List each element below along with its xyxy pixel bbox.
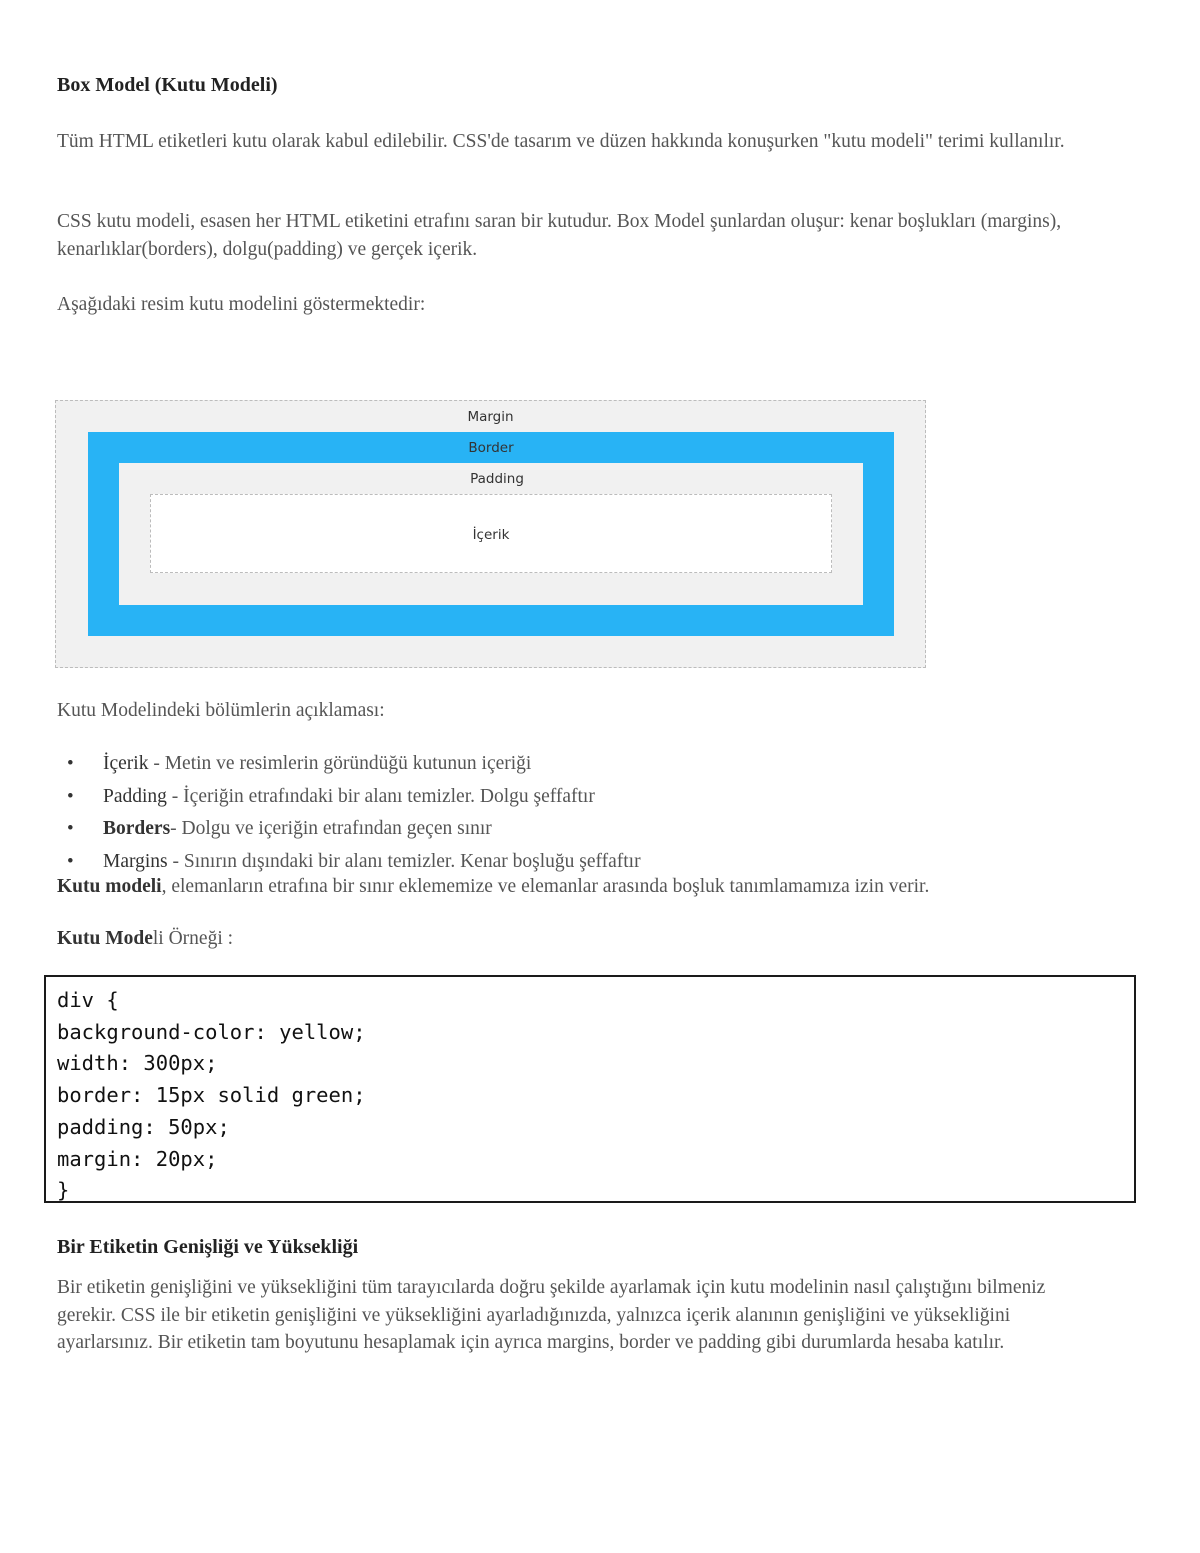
list-item bbox=[57, 750, 641, 783]
padding-area bbox=[119, 463, 863, 605]
page-title: Box Model (Kutu Modeli) bbox=[57, 74, 278, 96]
code-line: padding: 50px; bbox=[57, 1114, 230, 1139]
example-title-rest: li Örneği : bbox=[152, 928, 234, 949]
part-desc: - Metin ve resimlerin göründüğü kutunun içeriği bbox=[148, 753, 532, 774]
code-line: background-color: yellow; bbox=[57, 1019, 366, 1044]
list-item bbox=[57, 783, 641, 816]
border-label: Border bbox=[468, 440, 514, 456]
part-desc: - Sınırın dışındaki bir alanı temizler. Kenar boşluğu şeffaftır bbox=[167, 850, 641, 872]
box-model-paragraph: CSS kutu modeli, esasen her HTML etiketini etrafını saran bir kutudur. Box Model şunlardan oluşur: kenar boşlukları (margins), kenarlıklar(borders), dolgu(padding) ve gerçek içerik. bbox=[57, 211, 1062, 260]
example-title-lead: Kutu Mode bbox=[57, 928, 153, 949]
parts-intro: Kutu Modelindeki bölümlerin açıklaması: bbox=[57, 700, 385, 721]
code-block bbox=[46, 977, 1134, 1207]
code-line: div { bbox=[57, 988, 119, 1012]
content-area bbox=[150, 494, 832, 573]
part-desc: - Dolgu ve içeriğin etrafından geçen sınır bbox=[170, 818, 492, 839]
part-term: Borders bbox=[103, 818, 171, 839]
part-desc: - İçeriğin etrafındaki bir alanı temizler. Dolgu şeffaftır bbox=[166, 785, 595, 807]
part-term: Margins bbox=[103, 850, 168, 872]
parts-list bbox=[57, 750, 641, 880]
padding-label: Padding bbox=[470, 471, 524, 487]
image-caption: Aşağıdaki resim kutu modelini göstermektedir: bbox=[57, 294, 426, 315]
content-label: İçerik bbox=[472, 527, 510, 543]
intro-paragraph: Tüm HTML etiketleri kutu olarak kabul edilebilir. CSS'de tasarım ve düzen hakkında konuşurken "kutu modeli" terimi kullanılır. bbox=[57, 131, 1065, 152]
code-line: width: 300px; bbox=[57, 1051, 218, 1076]
box-model-diagram bbox=[55, 400, 926, 668]
border-area bbox=[88, 432, 894, 636]
code-line: border: 15px solid green; bbox=[57, 1083, 366, 1108]
summary-rest: , elemanların etrafına bir sınır eklememize ve elemanlar arasında boşluk tanımlamamıza izin verir. bbox=[161, 876, 930, 897]
margin-label: Margin bbox=[467, 409, 514, 425]
code-example bbox=[44, 975, 1136, 1203]
part-term: Padding bbox=[103, 785, 167, 807]
list-item bbox=[57, 815, 641, 848]
summary-lead: Kutu modeli bbox=[57, 876, 162, 897]
section-heading: Bir Etiketin Genişliği ve Yüksekliği bbox=[57, 1236, 359, 1258]
example-title bbox=[57, 928, 233, 950]
size-paragraph: Bir etiketin genişliğini ve yüksekliğini tüm tarayıcılarda doğru şekilde ayarlamak için kutu modelinin nasıl çalıştığını bilmeniz gerekir. CSS ile bir etiketin genişliğini ve yüksekliğini ayarladığınızda, yalnızca içerik alanının genişliğini ve yüksekliğini ayarlarsınız. Bir etiketin tam boyutunu hesaplamak için ayrıca margins, border ve padding gibi durumlarda hesaba katılır. bbox=[57, 1277, 1046, 1354]
code-line: } bbox=[57, 1178, 70, 1203]
part-term: İçerik bbox=[103, 753, 149, 774]
code-line: margin: 20px; bbox=[57, 1146, 218, 1171]
summary-paragraph bbox=[57, 876, 929, 898]
